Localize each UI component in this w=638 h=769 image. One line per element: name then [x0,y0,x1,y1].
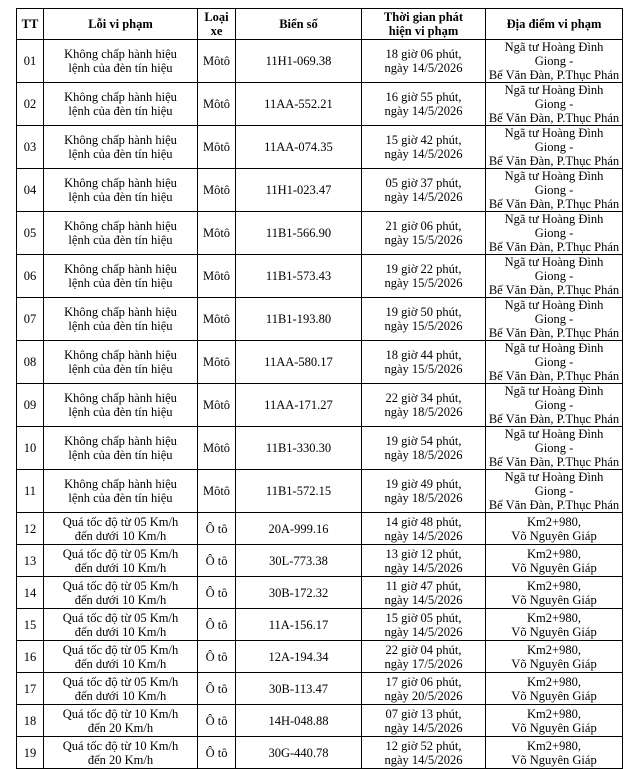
vehicle-type-cell: Môtô [198,83,236,126]
plate-number-cell: 11B1-330.30 [236,427,362,470]
violation-cell: Không chấp hành hiệu lệnh của đèn tín hiệu [44,298,198,341]
plate-number-cell: 11AA-580.17 [236,341,362,384]
table-header [17,9,623,40]
location-cell: Ngã tư Hoàng Đình Giong - Bế Văn Đàn, P.Thục Phán [486,384,623,427]
plate-number-cell: 20A-999.16 [236,513,362,545]
table-row [17,298,623,341]
detection-time-cell: 13 giờ 12 phút, ngày 14/5/2026 [362,545,486,577]
plate-number-cell: 30B-172.32 [236,577,362,609]
plate-number-cell: 11AA-171.27 [236,384,362,427]
plate-number-cell: 30G-440.78 [236,737,362,769]
table-row [17,737,623,769]
detection-time-cell: 22 giờ 04 phút, ngày 17/5/2026 [362,641,486,673]
detection-time-cell: 19 giờ 49 phút, ngày 18/5/2026 [362,470,486,513]
detection-time-cell: 05 giờ 37 phút, ngày 14/5/2026 [362,169,486,212]
location-cell: Ngã tư Hoàng Đình Giong - Bế Văn Đàn, P.Thục Phán [486,341,623,384]
plate-number-cell: 11H1-069.38 [236,40,362,83]
vehicle-type-cell: Môtô [198,298,236,341]
row-number-cell: 08 [17,341,44,384]
header-row [17,9,623,40]
vehicle-type-cell: Môtô [198,427,236,470]
row-number-cell: 14 [17,577,44,609]
header-cell-vehicle-type: Loại xe [198,9,236,40]
row-number-cell: 04 [17,169,44,212]
vehicle-type-cell: Ô tô [198,609,236,641]
location-cell: Ngã tư Hoàng Đình Giong - Bế Văn Đàn, P.Thục Phán [486,212,623,255]
violation-cell: Không chấp hành hiệu lệnh của đèn tín hiệu [44,341,198,384]
row-number-cell: 12 [17,513,44,545]
detection-time-cell: 19 giờ 22 phút, ngày 15/5/2026 [362,255,486,298]
row-number-cell: 01 [17,40,44,83]
detection-time-cell: 07 giờ 13 phút, ngày 14/5/2026 [362,705,486,737]
vehicle-type-cell: Ô tô [198,577,236,609]
plate-number-cell: 11H1-023.47 [236,169,362,212]
location-cell: Km2+980, Võ Nguyên Giáp [486,545,623,577]
table-row [17,255,623,298]
detection-time-cell: 18 giờ 06 phút, ngày 14/5/2026 [362,40,486,83]
violation-cell: Không chấp hành hiệu lệnh của đèn tín hiệu [44,384,198,427]
row-number-cell: 09 [17,384,44,427]
table-row [17,641,623,673]
violations-table [16,8,623,769]
row-number-cell: 10 [17,427,44,470]
table-row [17,513,623,545]
header-cell-location: Địa điểm vi phạm [486,9,623,40]
violation-cell: Quá tốc độ từ 10 Km/h đến 20 Km/h [44,737,198,769]
plate-number-cell: 11A-156.17 [236,609,362,641]
location-cell: Ngã tư Hoàng Đình Giong - Bế Văn Đàn, P.Thục Phán [486,126,623,169]
row-number-cell: 18 [17,705,44,737]
table-row [17,577,623,609]
table-row [17,212,623,255]
table-row [17,83,623,126]
violation-cell: Quá tốc độ từ 05 Km/h đến dưới 10 Km/h [44,545,198,577]
row-number-cell: 07 [17,298,44,341]
row-number-cell: 16 [17,641,44,673]
plate-number-cell: 11B1-193.80 [236,298,362,341]
location-cell: Ngã tư Hoàng Đình Giong - Bế Văn Đàn, P.Thục Phán [486,169,623,212]
location-cell: Km2+980, Võ Nguyên Giáp [486,705,623,737]
table-row [17,427,623,470]
table-row [17,384,623,427]
header-cell-tt: TT [17,9,44,40]
vehicle-type-cell: Môtô [198,384,236,427]
violation-cell: Không chấp hành hiệu lệnh của đèn tín hiệu [44,40,198,83]
vehicle-type-cell: Ô tô [198,545,236,577]
plate-number-cell: 11B1-566.90 [236,212,362,255]
table-row [17,40,623,83]
detection-time-cell: 11 giờ 47 phút, ngày 14/5/2026 [362,577,486,609]
vehicle-type-cell: Môtô [198,212,236,255]
violations-table-container [16,8,623,769]
detection-time-cell: 22 giờ 34 phút, ngày 18/5/2026 [362,384,486,427]
violation-cell: Quá tốc độ từ 10 Km/h đến 20 Km/h [44,705,198,737]
row-number-cell: 19 [17,737,44,769]
plate-number-cell: 12A-194.34 [236,641,362,673]
location-cell: Ngã tư Hoàng Đình Giong - Bế Văn Đàn, P.Thục Phán [486,255,623,298]
row-number-cell: 11 [17,470,44,513]
detection-time-cell: 15 giờ 05 phút, ngày 14/5/2026 [362,609,486,641]
violation-cell: Không chấp hành hiệu lệnh của đèn tín hiệu [44,126,198,169]
location-cell: Ngã tư Hoàng Đình Giong - Bế Văn Đàn, P.Thục Phán [486,40,623,83]
plate-number-cell: 30L-773.38 [236,545,362,577]
row-number-cell: 13 [17,545,44,577]
table-body [17,40,623,769]
vehicle-type-cell: Môtô [198,470,236,513]
table-row [17,545,623,577]
vehicle-type-cell: Ô tô [198,513,236,545]
location-cell: Ngã tư Hoàng Đình Giong - Bế Văn Đàn, P.Thục Phán [486,83,623,126]
detection-time-cell: 16 giờ 55 phút, ngày 14/5/2026 [362,83,486,126]
violation-cell: Quá tốc độ từ 05 Km/h đến dưới 10 Km/h [44,513,198,545]
row-number-cell: 17 [17,673,44,705]
vehicle-type-cell: Môtô [198,169,236,212]
detection-time-cell: 15 giờ 42 phút, ngày 14/5/2026 [362,126,486,169]
row-number-cell: 03 [17,126,44,169]
violation-cell: Không chấp hành hiệu lệnh của đèn tín hiệu [44,83,198,126]
plate-number-cell: 11B1-573.43 [236,255,362,298]
location-cell: Km2+980, Võ Nguyên Giáp [486,513,623,545]
location-cell: Km2+980, Võ Nguyên Giáp [486,641,623,673]
violation-cell: Không chấp hành hiệu lệnh của đèn tín hiệu [44,427,198,470]
table-row [17,673,623,705]
vehicle-type-cell: Ô tô [198,641,236,673]
violation-cell: Quá tốc độ từ 05 Km/h đến dưới 10 Km/h [44,609,198,641]
row-number-cell: 05 [17,212,44,255]
header-cell-plate: Biển số [236,9,362,40]
violation-cell: Không chấp hành hiệu lệnh của đèn tín hiệu [44,255,198,298]
header-cell-violation: Lỗi vi phạm [44,9,198,40]
violation-cell: Quá tốc độ từ 05 Km/h đến dưới 10 Km/h [44,673,198,705]
plate-number-cell: 11B1-572.15 [236,470,362,513]
table-row [17,705,623,737]
table-row [17,126,623,169]
detection-time-cell: 14 giờ 48 phút, ngày 14/5/2026 [362,513,486,545]
table-row [17,341,623,384]
row-number-cell: 06 [17,255,44,298]
table-row [17,470,623,513]
vehicle-type-cell: Môtô [198,126,236,169]
plate-number-cell: 11AA-552.21 [236,83,362,126]
row-number-cell: 15 [17,609,44,641]
violation-cell: Quá tốc độ từ 05 Km/h đến dưới 10 Km/h [44,641,198,673]
vehicle-type-cell: Ô tô [198,705,236,737]
vehicle-type-cell: Ô tô [198,737,236,769]
table-row [17,169,623,212]
location-cell: Ngã tư Hoàng Đình Giong - Bế Văn Đàn, P.Thục Phán [486,427,623,470]
table-row [17,609,623,641]
vehicle-type-cell: Môtô [198,255,236,298]
detection-time-cell: 19 giờ 54 phút, ngày 18/5/2026 [362,427,486,470]
vehicle-type-cell: Ô tô [198,673,236,705]
vehicle-type-cell: Môtô [198,40,236,83]
plate-number-cell: 30B-113.47 [236,673,362,705]
location-cell: Km2+980, Võ Nguyên Giáp [486,737,623,769]
detection-time-cell: 19 giờ 50 phút, ngày 15/5/2026 [362,298,486,341]
header-cell-time: Thời gian phát hiện vi phạm [362,9,486,40]
row-number-cell: 02 [17,83,44,126]
detection-time-cell: 12 giờ 52 phút, ngày 14/5/2026 [362,737,486,769]
location-cell: Km2+980, Võ Nguyên Giáp [486,577,623,609]
detection-time-cell: 21 giờ 06 phút, ngày 15/5/2026 [362,212,486,255]
violation-cell: Không chấp hành hiệu lệnh của đèn tín hiệu [44,212,198,255]
violation-cell: Quá tốc độ từ 05 Km/h đến dưới 10 Km/h [44,577,198,609]
location-cell: Km2+980, Võ Nguyên Giáp [486,673,623,705]
violation-cell: Không chấp hành hiệu lệnh của đèn tín hiệu [44,169,198,212]
detection-time-cell: 18 giờ 44 phút, ngày 15/5/2026 [362,341,486,384]
plate-number-cell: 11AA-074.35 [236,126,362,169]
vehicle-type-cell: Môtô [198,341,236,384]
violation-cell: Không chấp hành hiệu lệnh của đèn tín hiệu [44,470,198,513]
location-cell: Ngã tư Hoàng Đình Giong - Bế Văn Đàn, P.Thục Phán [486,298,623,341]
plate-number-cell: 14H-048.88 [236,705,362,737]
location-cell: Ngã tư Hoàng Đình Giong - Bế Văn Đàn, P.Thục Phán [486,470,623,513]
detection-time-cell: 17 giờ 06 phút, ngày 20/5/2026 [362,673,486,705]
location-cell: Km2+980, Võ Nguyên Giáp [486,609,623,641]
